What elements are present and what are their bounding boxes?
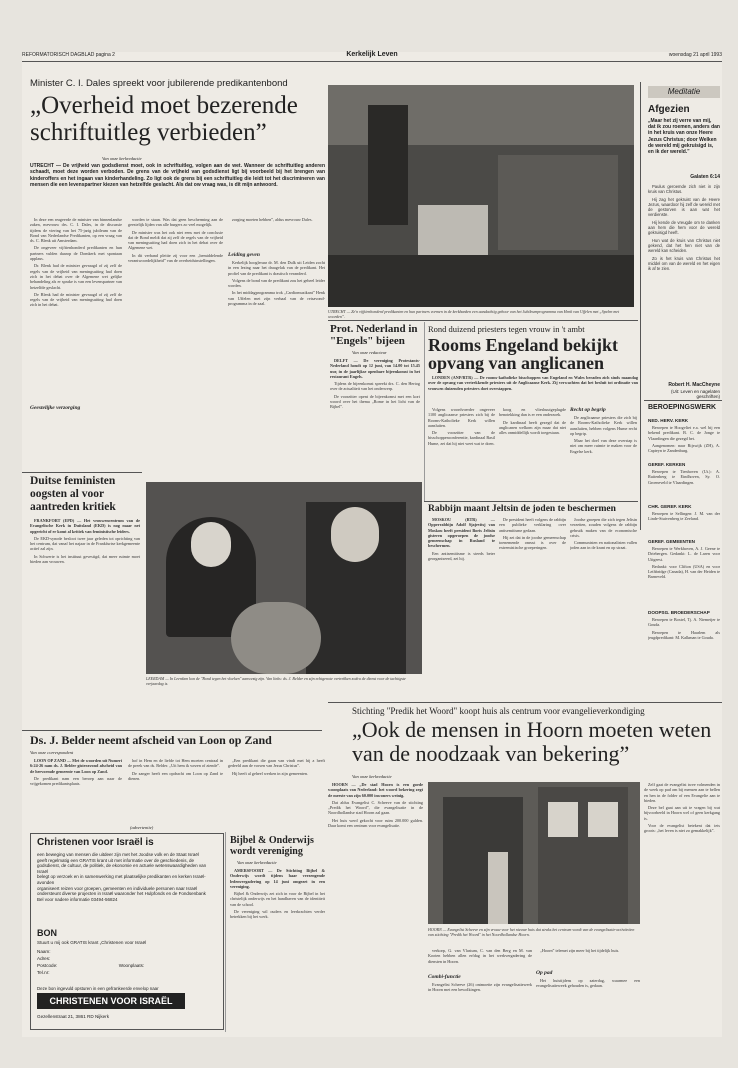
advert-form (37, 948, 219, 976)
hoorn-photo-caption: HOORN — Evangelist Scheeve en zijn vrouw voor het nieuwe huis dat straks het centrum wordt van de evangelisatie-activiteiten van stichting "Predik het Woord" in het Noordhollandse Hoorn. (428, 927, 635, 937)
meditatie-signature: Robert H. MacCheyne (668, 382, 720, 388)
bijbel-byline: Van onze kerkredactie (237, 860, 277, 865)
beroep-group-2: GEREF. KERKEN (648, 462, 686, 467)
stichting-kicker: Stichting "Predik het Woord" koopt huis als centrum voor evangelieverkondiging (352, 706, 645, 716)
rabbijn-column-3: Joodse groepen die zich tegen Jeltsin verzetten, zouden volgens de rabbijn gebruik maken van de economische crisis. Communisten en nationalisten vallen joden aan in de krant en op straat. (570, 517, 637, 551)
lead-column-3: Kerkelijk hoogleraar dr. M. den Dulk uit Leiden zocht in een lezing naar het draagvlak van de predikant. Het profiel van de predikant is drastisch veranderd. Volgens de bond van de predikant zou het geheel leider worden. In het middagprogramma trok „Cardiomuzikant” Henk van Uffelen met zijn verhaal van de reisavond-programma in de zaal. (228, 260, 325, 307)
stichting-column-1: HOORN — „De stad Hoorn is een goede woonplaats van Nederland: het woord bekering zegt de meeste van zijn 60.000 inwoners weinig. Dat aldus Evangelist C. Scheeve van de stichting „Predik het Woord”, die evangelisatie in de Noordhollandse stad Hoorn zal gaan. Het huis werd gekocht voor ruim 200.000 gulden. Daar komt een centrum voor evangelisatie. (328, 782, 423, 829)
rabbijn-column-1: MOSKOU (RTR) — Opperrabbijn Adolf Sjajevitsj van Moskou heeft president Boris Jeltsin gisteren opgeroepen de joodse gemeenschap in Rusland te beschermen. Een antisemitisme is steeds beter georganiseerd, zei hij. (428, 517, 495, 562)
feministen-text: FRANKFORT (EPD) — Het vrouwencentrum van de Evangelische Kerk in Duitsland (EKD) is nog maar net opgericht of er komt al kritiek van feministische leiders. De EKD-synode besloot twee jaar geleden tot oprichting van het centrum, dat vanaf het najaar in de Frankfurtse kerkgemeente actief zal zijn. In Schwerte is het instituut gevestigd, dat meer ruimte moet bieden aan vrouwen. (30, 518, 140, 565)
leerdam-photo (146, 482, 422, 674)
form-field-phone[interactable]: Tel.nr: (37, 970, 50, 975)
rooms-column-3: De anglicaanse priesters die zich bij de Rooms-Katholieke Kerk willen aansluiten, hebben volgens Hume recht op begrip. Maar het doel van deze overstap is niet om meer ruimte te maken voor de Engelse kerk. (570, 415, 637, 454)
stichting-column-3b: Het huistijdens op zaterdag, waarmee een evangelisatieweek gehouden is, gedaan. (536, 978, 640, 989)
beroep-text-3: Beroepen te Sellingen: J. M. van der Linde-Stuivenberg te Zeeland. (648, 511, 720, 522)
form-field-name[interactable]: Naam: (37, 949, 51, 954)
meditatie-quote: „Maar het zij verre van mij, dat ik zou roemen, anders dan in het kruis van onze Heere Jezus Christus; door Welken de wereld mij gekruisigd is, en ik der wereld.” (648, 118, 720, 156)
stichting-column-4: Zelf gaat de evangelist twee volmenden in de week op pad om bij mensen aan te bellen en hen in de folder of een Evangelie aan te bieden. Deze bel gaat aan uit te vragen bij wat bijvoorbeeld in Hoorn wel of geen kerkgang is. Voor de evangelist betekent dat iets groots: „het leven is niet zo gemakkelijk”. (644, 782, 720, 834)
advert-note: Deze bon ingevuld opsturen in een gefrankeerde envelop naar (37, 986, 159, 991)
lead-kicker: Minister C. I. Dales spreekt voor jubilerende predikantenbond (30, 78, 288, 89)
leerdam-caption: LEERDAM — In Leerdam kon de "Bond tegen het vloeken" aanwezig zijn. Van links: ds. J. Belder en zijn echtgenote vertrekken zodra de dienst voor de tachtigste verjaardag is. (146, 676, 406, 686)
advert-title: Christenen voor Israël is (37, 837, 154, 848)
stichting-column-3: „Hoorn” telemet zijn meer bij het tijdelijk huis. (540, 948, 620, 953)
belder-column-2: hof in Hem en de liefde tot Hem moeten centraal in de preek van ds. Belder. „Uit hem ik wezen of ziende”. De zanger heeft een opdracht om Loon op Zand te dienen. (128, 758, 223, 781)
feministen-headline: Duitse feministen oogsten al voor aantreden kritiek (30, 475, 116, 513)
rooms-intro: LONDEN (ANP/RTR) — De rooms-katholieke bisschoppen van Engeland en Wales beraden zich sinds maandag over de opvang van vertrekkende priesters uit de Anglicaanse Kerk. Zij verwachten dat het besluit tot ordinatie van vrouwen duizenden priesters doet overstappen. (428, 375, 638, 391)
advert-item: belegt op verzoek en in samenwerking met plaatselijke predikanten en kerken Israël-avonden (37, 874, 206, 885)
rooms-divider (424, 322, 425, 502)
stichting-byline: Van onze kerkredactie (352, 774, 392, 779)
header-section: Kerkelijk Leven (346, 51, 398, 58)
beroep-text-1: Beroepen te Hoogvliet e.a. wel bij een bekend predikant. B. C. de Jonge te Vlaardingen die gezegd het. Aangenomen: naar Rijswijk (ZH), A. Capteyn te Zandenburg. (648, 425, 720, 454)
rooms-column-1: Volgens woordvoerder ongeveer 1100 anglicaanse priesters zich bij de Rooms-Katholieke Kerk willen aansluiten. De voorzitter van de bisschoppenconferentie, kardinaal Basil Hume, zei dat hij niet weet wat te doen. (428, 407, 495, 446)
advert-item: organiseert reizen voor groepen, gemeenten en individuele personen naar Israël (37, 885, 198, 891)
meditatie-rule (640, 82, 641, 530)
advert-item: Bel voor nadere informatie 03494-56824 (37, 896, 118, 902)
rooms-column-2: koog en vlieshuutgeplugde benotekking dan is er een onderzoek. De kardinaal heeft gezegd dat de anglicanen welkom zijn maar dat niet alles onmiddellijk wordt toegestaan. (499, 407, 566, 436)
lead-intro: UTRECHT — De vrijheid van godsdienst moet, ook in schriftuitleg, volgen aan de wet. Wanneer de schriftuitleg anderen schaadt, moet deze worden verboden. De grens van de vrijheid van godsdienst ligt bij voorbeeld bij het brengen van kinderoffers en het ingaan van kinderhandeling. Zo ligt ook de grens bij een schriftuitleg die leidt tot het discrimineren van mensen die een levenspartner kiezen van hetzelfde geslacht. Als dat ow vraag was, is dit mijn antwoord. (30, 163, 325, 188)
advert-bon-label: BON (37, 928, 57, 938)
bijbel-divider (225, 832, 226, 1032)
beroep-text-5: Beroepen te Boxtel, Tj. A. Niemeijer te Gouda. Beroepen te Haarlem als jeugdpredikant: M. Kalkman te Gouda. (648, 617, 720, 640)
hoorn-photo (428, 782, 640, 924)
lead-column-2: worden te staan. Was dat geen bescherming aan de geestelijk lijden van alle burgers zo veel mogelijk. De minister was het ook niet eens met de conclusie dat de Bond meldt dat zij zelf de regels van de vrijheid van meningsuiting had doen zich in het debat over de Algemene wet. In dit verband pleitte zij voor een „bemiddelende verantwoordelijkheid” van de overheidsinstellingen. (128, 217, 223, 264)
advert-box (30, 833, 224, 1030)
stichting-headline: „Ook de mensen in Hoorn moeten weten van de noodzaak van bekering” (352, 717, 712, 766)
meditatie-text: Paulus geroemde zich niet in zijn kruis van Christus. Hij zag het gekruist van de Heere Jezus, waardoor hij zelf de wereld met de gestorven is aan wat het verdienste. Hij kende de vreugde om te danken aan hem die hem voor de wereld gekruisigd heeft. Hun wat de kruis van Christus niet gekend, dat het hen niet van de wereld kan scheiden. Zo is het kruis van Christus het middel om van de wereld en het eigen ik af te zien. (648, 184, 720, 272)
rooms-headline: Rooms Engeland bekijkt opvang van anglicanen (428, 335, 619, 373)
beroep-group-1: NED. HERV. KERK (648, 418, 689, 423)
stichting-rule (328, 702, 722, 703)
feministen-rule (22, 472, 142, 473)
header-left: REFORMATORISCH DAGBLAD pagina 2 (22, 52, 115, 58)
lead-subhead-2: Leiding geven (228, 252, 260, 258)
advert-bon-text: Stuurt u mij ook GRATIS krant „Christenen voor Israël (37, 940, 147, 945)
lead-column-3-top: zorging moeten hebben”, aldus mevrouw Dales. (232, 217, 313, 222)
lead-column-1: In deze een reageerde de minister van binnenlandse zaken, mevrouw drs. C. I. Dales, in de discussie tijdens de viering van het 75-jarig jubileum van de Bond van Nederlandse Predikanten, op een vraag van ds. C. Blenk uit Amsterdam. De ongeveer vijftienhonderd predikanten en hun partners vulden daarop de Domkerk met spontaan applaus. Dr. Blenk had de minister gevraagd of zij zelf de regels van de vrijheid van meningsuiting had doen zich in het debat over de Algemene wet gelijke behandeling als er sprake is van een levenspartner van hetzelfde geslacht. De Blenk had de minister gevraagd of zij zelf de regels van de vrijheid van meningsuiting had doen zich in het debat. (30, 217, 122, 308)
bijbel-text: AMERSFOORT — De Stichting Bijbel & Onderwijs wordt tijdens haar verzengende ledenvergadering op 14 juni omgezet in een vereniging. Bijbel & Onderwijs zet zich in voor de Bijbel in het christelijk onderwijs en het handhaven van de identiteit van de school. De vereniging wil ouders en leerkrachten verder betrekken bij het werk. (230, 868, 325, 920)
advert-item: geeft regelmatig een GRATIS krant uit met informatie over de geschiedenis, de godsdienst, de cultuur, de politiek, de ekonomie en actuele wetenswaardigheden van Israël (37, 857, 207, 874)
stichting-subhead-2: Op pad (536, 970, 553, 976)
beroep-title: BEROEPINGSWERK (648, 404, 717, 411)
belder-byline: Van onze correspondent (30, 750, 74, 755)
lead-headline: „Overheid moet bezerende schriftuitleg verbieden” (30, 92, 298, 146)
stichting-column-2: verkorp, G. van Vlastum, C. van den Berg en M. van Kooten hebben allen erfdag in het werkvergadering de diensten in Hoorn. (428, 948, 532, 964)
beroep-group-3: CHR. GEREF. KERK (648, 504, 692, 509)
rabbijn-rule (424, 501, 638, 502)
form-field-city[interactable]: Woonplaats: (118, 963, 145, 968)
meditatie-ref: Galaten 6:14 (690, 174, 720, 180)
lead-photo-caption: UTRECHT — Ze'n vijftienhonderd predikanten en hun partners vormen in de kerkbanken een aandachtig gehoor van het Jubileumprogramma van Henk van Uffelen met „Spelen met woorden”. (328, 309, 620, 319)
belder-headline: Ds. J. Belder neemt afscheid van Loon op Zand (30, 733, 272, 747)
nederland-title: Prot. Nederland in "Engels" bijeen (330, 323, 418, 347)
meditatie-title: Afgezien (648, 104, 690, 115)
advert-list (37, 852, 217, 902)
rooms-kicker: Rond duizend priesters tegen vrouw in 't ambt (428, 324, 585, 334)
meditatie-source: (Uit: Leven en nagelaten geschriften) (670, 389, 720, 399)
stichting-subhead-1: Combi-functie (428, 974, 461, 980)
form-field-address[interactable]: Adres: (37, 956, 51, 961)
mid-rule (328, 320, 638, 321)
rabbijn-headline: Rabbijn maant Jeltsin de joden te beschermen (428, 504, 616, 514)
beroep-text-2: Beroepen te Tienhoven (Ut.): A. Ruitenberg te Eindhoven, Sy. O. Groeneveld te Vlaardingen. (648, 469, 720, 485)
newspaper-page (22, 52, 722, 1037)
bijbel-headline: Bijbel & Onderwijs wordt vereniging (230, 835, 314, 857)
lead-subhead-1: Geestelijke verzorging (30, 405, 81, 411)
header-rule (22, 61, 722, 62)
form-field-postcode[interactable]: Postcode: (37, 963, 58, 968)
rabbijn-column-2: De president heeft volgens de rabbijn een publieke verklaring over antisemitisme gedaan. Hij zei dat in de joodse gemeenschap toenemende onrust is over de extremistische groeperingen. (499, 517, 566, 551)
belder-column-1: LOON OP ZAND — Met de woorden uit Numeri 6:24-26 nam ds. J. Belder gisteravond afscheid van de hervormde gemeente van Loon op Zand. De predikant nam een beroep aan naar de vrijgekomen predikantsplaats. (30, 758, 122, 787)
meditatie-label: Meditatie (648, 86, 720, 98)
beroep-text-4: Beroepen te Werkhoven, A. J. Geene te Driebergen. Gedankt: L. de Laren voor Uitgeest. Bedankt: voor Clifton (USA) en voor Lethbridge (Canada), H. van der Heiden te Barneveld. (648, 546, 720, 580)
advert-logo: CHRISTENEN VOOR ISRAËL (37, 993, 185, 1009)
beroep-group-5: DOOPSG. BROEDERSCHAP (648, 610, 710, 615)
header-date: woensdag 21 april 1993 (668, 52, 722, 58)
nederland-byline: Van onze redacteur (352, 350, 387, 355)
beroep-rule (644, 400, 722, 401)
belder-column-3: „Een predikant die gaan van vindt met hij a heeft gedeeld aan de vorsen van Jezus Christus”. Hij heeft al geheel werken in zijn gemeenten. (228, 758, 325, 776)
nederland-text: DELFT — De vereniging Protestants-Nederland houdt op 12 juni, van 14.00 tot 15.45 uur, in de jaarlijkse openbare bijeenkomst in het restaurant Engels. Tijdens de bijeenkomst spreekt drs. C. den Hertog over de actualiteit van het onderwerp. De voorzitter opent de bijeenkomst met een kort woord over het thema „Rome in het licht van de Bijbel”. (330, 358, 420, 410)
advert-item: ondersteunt diverse projecten in Israël waaronder het Hulpfonds en de Fondsenbank (37, 891, 206, 897)
lead-byline: Van onze kerkredactie (102, 156, 142, 161)
stichting-column-2b: Evangelist Scheeve (26) ontmoette zijn evangelisatiewerk in Hoorn met een bewolkingen. (428, 982, 532, 993)
lead-photo (328, 85, 634, 307)
adv-label: (advertentie) (130, 825, 154, 830)
belder-rule (22, 730, 322, 731)
beroep-group-4: GEREF. GEMEENTEN (648, 539, 695, 544)
rooms-subhead: Recht op begrip (570, 407, 606, 413)
advert-address: Gezellenstraat 21, 3861 RD Nijkerk (37, 1014, 110, 1019)
advert-item: een beweging van mensen die uitdeer zijn met het Joodse volk en de Staat Israël (37, 852, 199, 857)
